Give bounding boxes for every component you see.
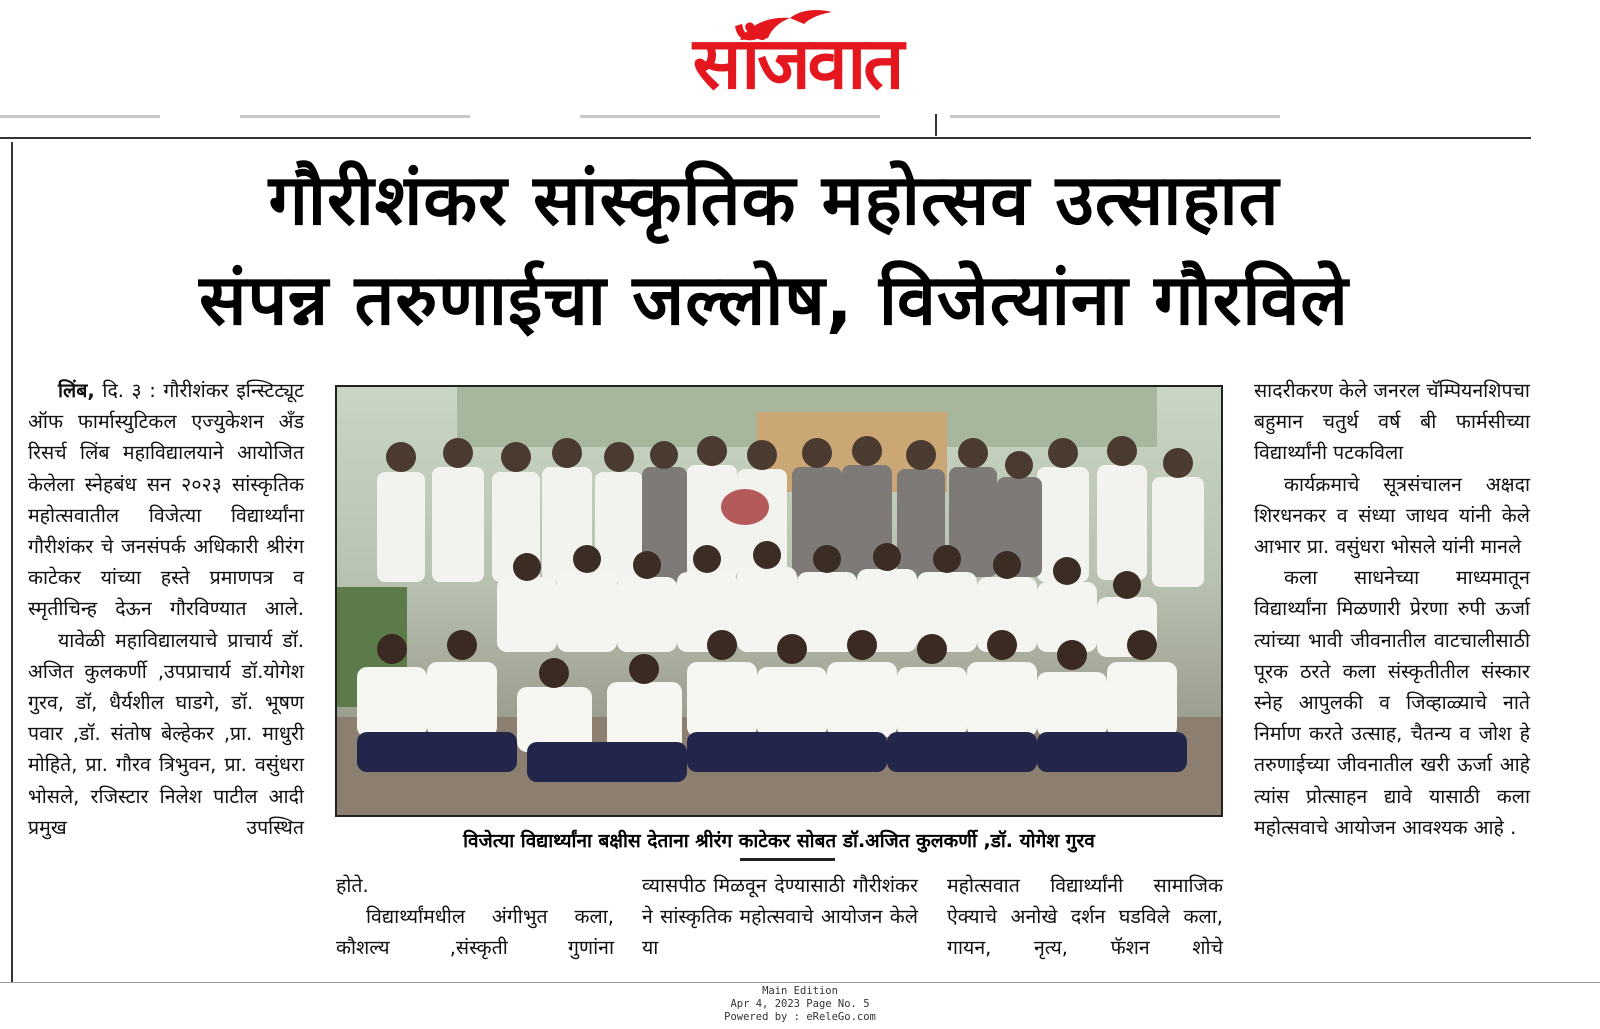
article-column-3 — [642, 870, 918, 964]
dateline: लिंब, — [58, 379, 95, 402]
article-paragraph: महोत्सवात विद्यार्थ्यांनी सामाजिक ऐक्याचे अनोखे दर्शन घडविले कला, गायन, नृत्य, फॅशन शोचे — [947, 874, 1223, 960]
article-paragraph: व्यासपीठ मिळवून देण्यासाठी गौरीशंकर ने सांस्कृतिक महोत्सवाचे आयोजन केले या — [642, 874, 918, 960]
headline — [24, 150, 1524, 350]
article-paragraph: विद्यार्थ्यांमधील अंगीभुत कला, कौशल्य ,संस्कृती गुणांना — [336, 905, 614, 960]
article-paragraph: यावेळी महाविद्यालयाचे प्राचार्य डॉ. अजित कुलकर्णी ,उपप्राचार्य डॉ.योगेश गुरव, डॉ, धैर्यशील घाडगे, डॉ. भूषण पवार ,डॉ. संतोष बेल्हेकर ,प्रा. माधुरी मोहिते, प्रा. गौरव त्रिभुवन, प्रा. वसुंधरा भोसले, रजिस्टार निलेश पाटील आदी प्रमुख उपस्थित — [28, 628, 304, 839]
top-rule — [0, 137, 1531, 139]
group-photo — [335, 385, 1223, 817]
article-column-2 — [336, 870, 614, 964]
left-frame-rule — [11, 142, 13, 982]
article-paragraph: दि. ३ : गौरीशंकर इन्स्टिट्यूट ऑफ फार्मास्युटिकल एज्युकेशन अँड रिसर्च लिंब महाविद्यालयाने आयोजित केलेला स्नेहबंध सन २०२३ सांस्कृतिक महोत्सवातील विजेत्या विद्यार्थ्यांना गौरीशंकर चे जनसंपर्क अधिकारी श्रीरंग काटेकर यांच्या हस्ते प्रमाणपत्र व स्मृतीचिन्ह देऊन गौरविण्यात आले. — [28, 379, 304, 621]
masthead — [0, 0, 1600, 118]
page-footer — [600, 985, 1000, 1024]
bottom-rule — [0, 982, 1600, 983]
article-paragraph: सादरीकरण केले जनरल चॅम्पियनशिपचा बहुमान चतुर्थ वर्ष बी फार्मसीच्या विद्यार्थ्यांनी पटकविला — [1254, 379, 1530, 465]
photo-caption: विजेत्या विद्यार्थ्यांना बक्षीस देताना श्रीरंग काटेकर सोबत डॉ.अजित कुलकर्णी ,डॉ. योगेश गुरव — [463, 830, 1095, 852]
edition-label: Main Edition — [762, 985, 838, 997]
article-paragraph: होते. — [336, 874, 369, 897]
powered-by-label: Powered by : eReleGo.com — [724, 1011, 876, 1023]
faint-header-strip — [0, 110, 1290, 124]
article-column-5 — [1254, 375, 1530, 843]
article-column-4 — [947, 870, 1223, 964]
date-page-label: Apr 4, 2023 Page No. 5 — [730, 998, 870, 1010]
group-photo-illustration — [337, 387, 1221, 815]
caption-rule — [740, 858, 835, 861]
headline-line-1: गौरीशंकर सांस्कृतिक महोत्सव उत्साहात — [268, 159, 1280, 241]
article-paragraph: कार्यक्रमाचे सूत्रसंचालन अक्षदा शिरधनकर व संध्या जाधव यांनी केले आभार प्रा. वसुंधरा भोसले यांनी मानले — [1254, 472, 1530, 559]
logo-text: साँजवात — [692, 21, 902, 105]
header-divider — [935, 114, 937, 136]
article-column-1 — [28, 375, 304, 843]
article-paragraph: कला साधनेच्या माध्यमातून विद्यार्थ्यांना मिळणारी प्रेरणा रुपी ऊर्जा त्यांच्या भावी जीवनातील वाटचालीसाठी पूरक ठरते कला संस्कृतीतील संस्कार स्नेह आपुलकी व जिव्हाळ्याचे नाते निर्माण करते उत्साह, चैतन्य व जोश हे तरुणाईच्या जीवनातील खरी ऊर्जा आहे त्यांस प्रोत्साहन द्यावे यासाठी कला महोत्सवाचे आयोजन आवश्यक आहे . — [1254, 566, 1530, 839]
newspaper-logo — [662, 4, 932, 112]
headline-line-2: संपन्न तरुणाईचा जल्लोष, विजेत्यांना गौरविले — [199, 259, 1349, 341]
